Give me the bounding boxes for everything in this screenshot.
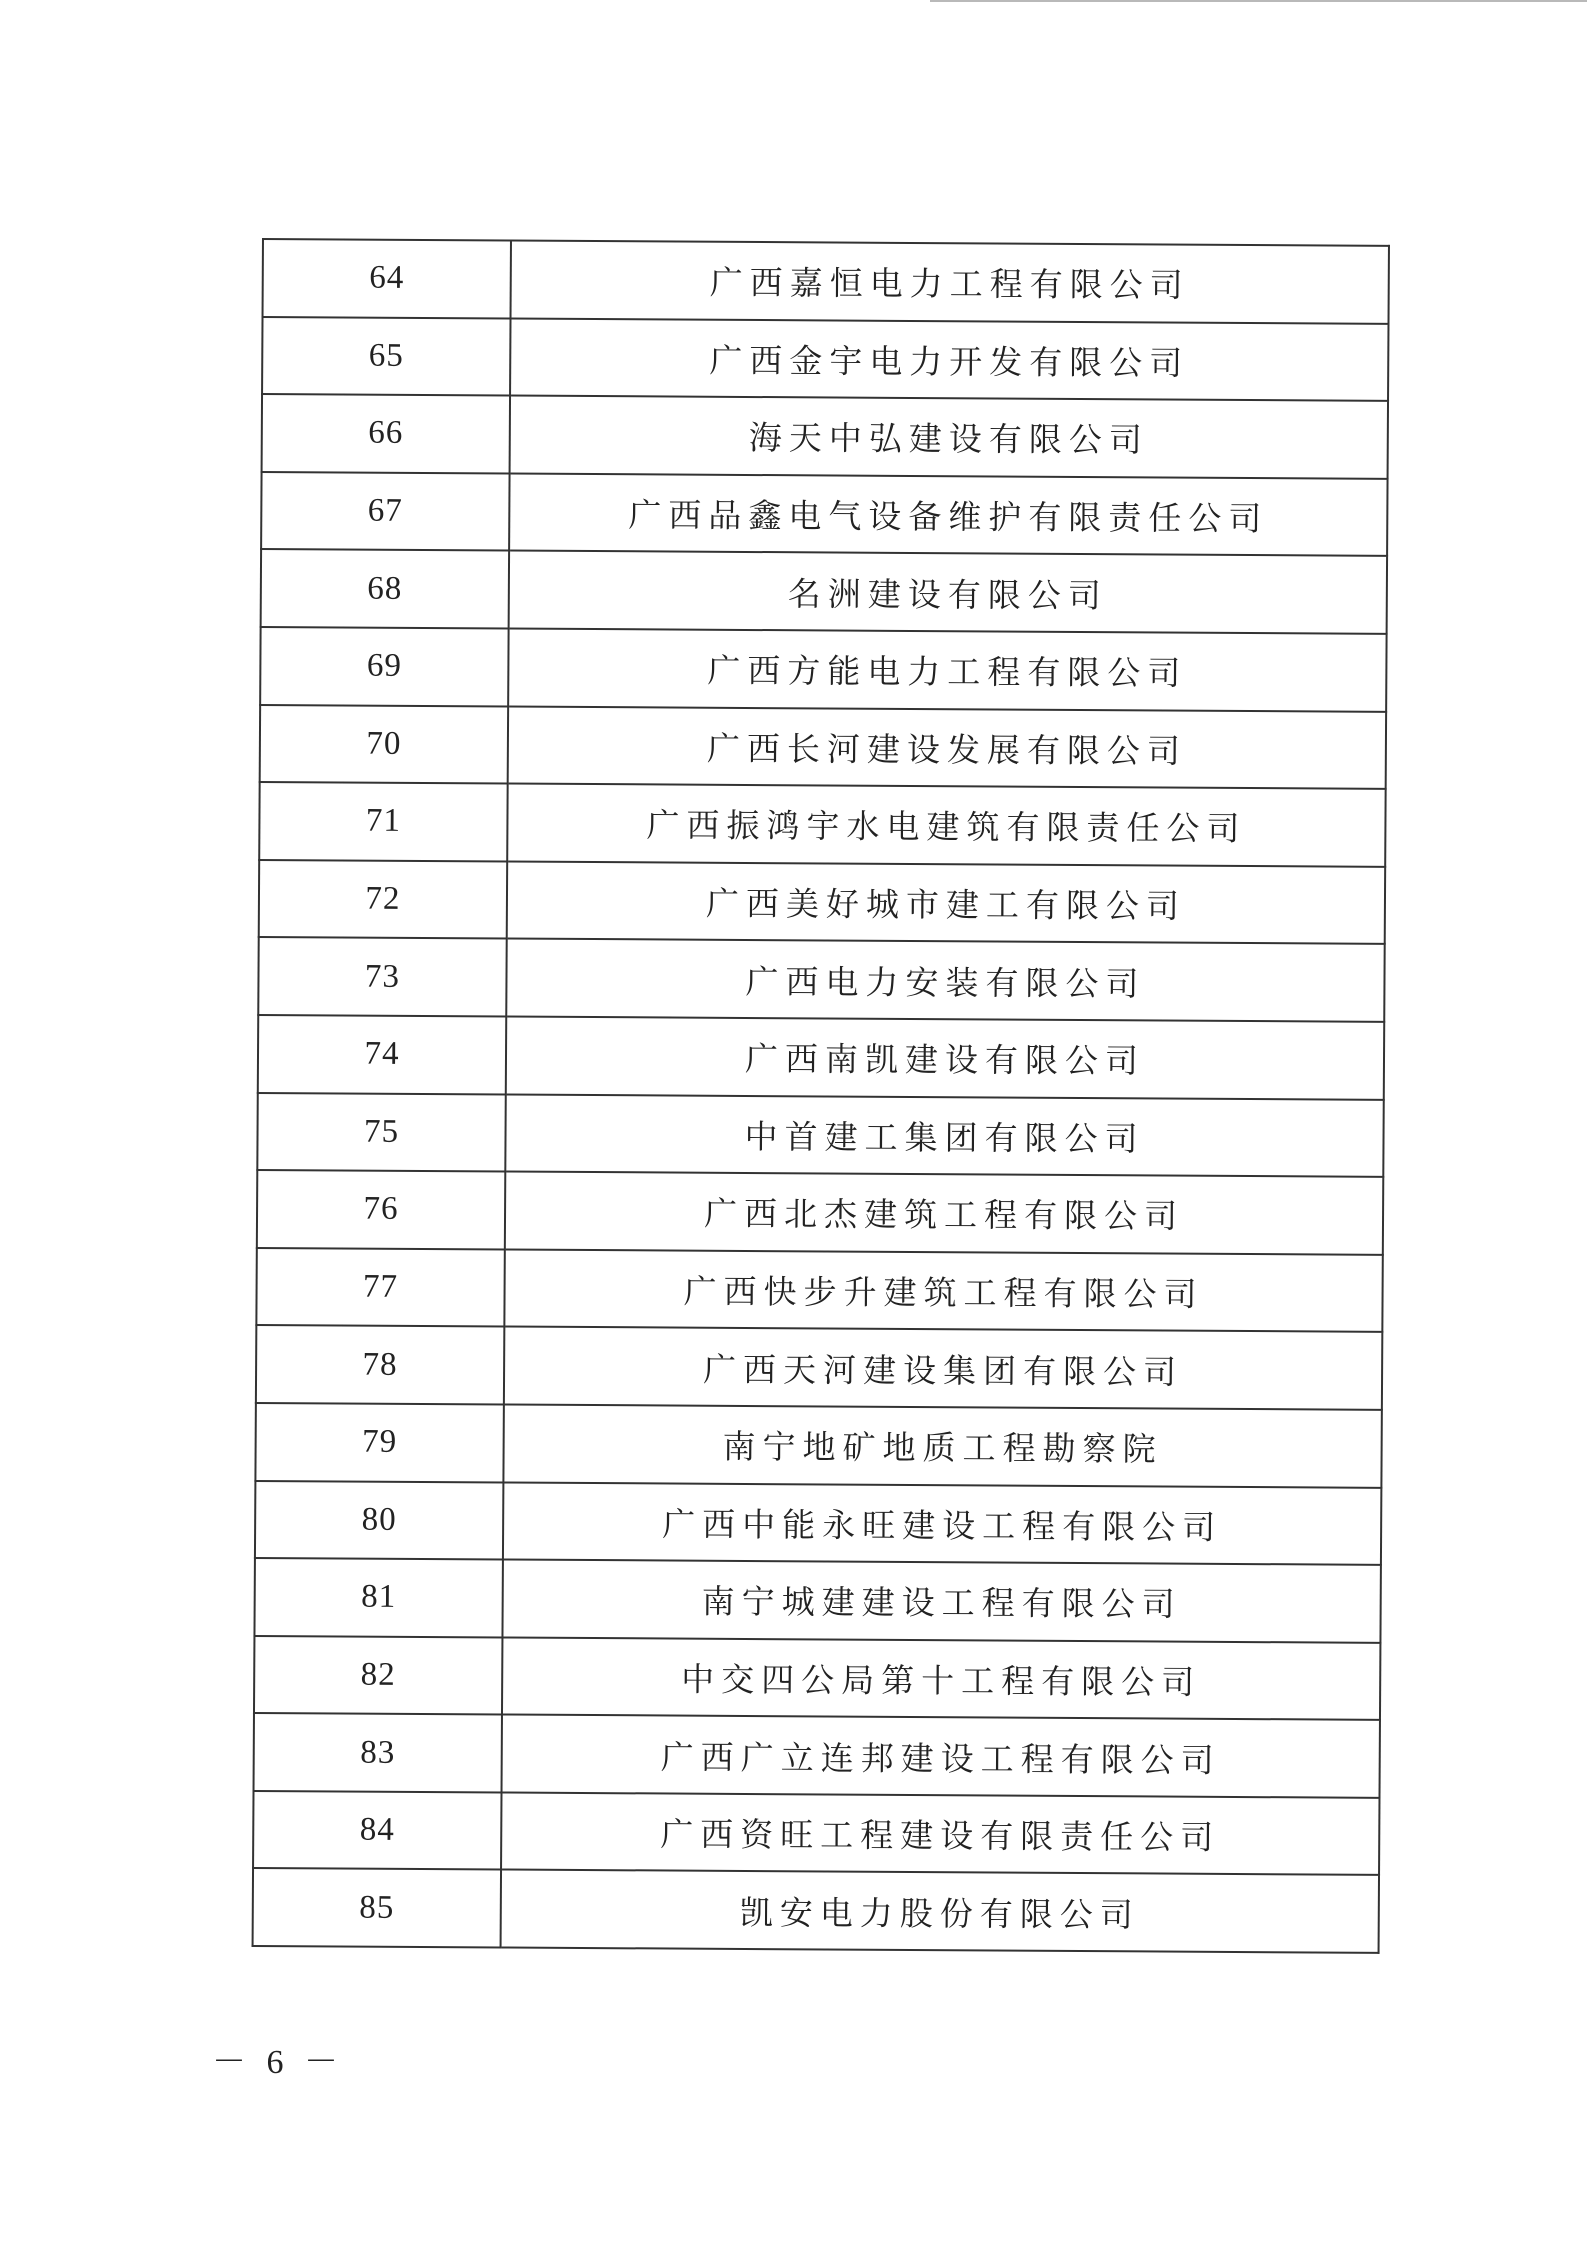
table-row	[259, 860, 1385, 944]
company-name: 广西南凯建设有限公司	[506, 1016, 1384, 1099]
company-name: 凯安电力股份有限公司	[501, 1870, 1379, 1953]
row-number: 76	[257, 1170, 505, 1249]
table-row	[258, 937, 1384, 1021]
company-name: 广西金宇电力开发有限公司	[510, 318, 1388, 401]
table-row	[253, 1868, 1379, 1952]
row-number: 64	[263, 239, 511, 318]
table-row	[261, 549, 1387, 633]
table-row	[254, 1636, 1380, 1720]
table-row	[256, 1248, 1382, 1332]
row-number: 75	[257, 1093, 505, 1172]
row-number: 73	[258, 937, 506, 1016]
company-name: 广西中能永旺建设工程有限公司	[503, 1482, 1381, 1565]
company-name: 中首建工集团有限公司	[505, 1094, 1383, 1177]
row-number: 68	[261, 549, 509, 628]
row-number: 83	[254, 1713, 502, 1792]
table-row	[263, 239, 1389, 323]
company-name: 广西资旺工程建设有限责任公司	[501, 1792, 1379, 1875]
row-number: 81	[254, 1558, 502, 1637]
table-row	[256, 1325, 1382, 1409]
table-row	[261, 472, 1387, 556]
table-row	[260, 705, 1386, 789]
company-name: 广西美好城市建工有限公司	[507, 861, 1385, 944]
company-list-table	[252, 238, 1390, 1954]
company-name: 广西北杰建筑工程有限公司	[505, 1172, 1383, 1255]
row-number: 70	[260, 705, 508, 784]
table-row	[257, 1170, 1383, 1254]
table-row	[258, 1015, 1384, 1099]
row-number: 66	[262, 394, 510, 473]
row-number: 74	[258, 1015, 506, 1094]
table-row	[262, 394, 1388, 478]
table-row	[259, 782, 1385, 866]
company-name: 广西电力安装有限公司	[506, 939, 1384, 1022]
row-number: 77	[256, 1248, 504, 1327]
table-row	[260, 627, 1386, 711]
company-name: 海天中弘建设有限公司	[510, 396, 1388, 479]
row-number: 78	[256, 1325, 504, 1404]
row-number: 72	[259, 860, 507, 939]
row-number: 79	[255, 1403, 503, 1482]
company-name: 广西振鸿宇水电建筑有限责任公司	[507, 784, 1385, 867]
table-row	[255, 1403, 1381, 1487]
company-name: 广西嘉恒电力工程有限公司	[511, 241, 1389, 324]
company-name: 南宁地矿地质工程勘察院	[503, 1404, 1381, 1487]
table-row	[257, 1093, 1383, 1177]
row-number: 82	[254, 1636, 502, 1715]
scan-edge-line	[930, 0, 1587, 2]
company-name: 广西快步升建筑工程有限公司	[504, 1249, 1382, 1332]
company-name: 广西方能电力工程有限公司	[508, 628, 1386, 711]
page-number: － 6 －	[212, 2044, 344, 2081]
company-name: 广西天河建设集团有限公司	[504, 1327, 1382, 1410]
row-number: 85	[253, 1868, 501, 1947]
table-row	[262, 317, 1388, 401]
table-row	[253, 1791, 1379, 1875]
company-name: 广西长河建设发展有限公司	[508, 706, 1386, 789]
company-name: 广西广立连邦建设工程有限公司	[502, 1715, 1380, 1798]
row-number: 65	[262, 317, 510, 396]
row-number: 69	[260, 627, 508, 706]
table-row	[255, 1480, 1381, 1564]
row-number: 84	[253, 1791, 501, 1870]
company-name: 广西品鑫电气设备维护有限责任公司	[509, 473, 1387, 556]
company-name: 中交四公局第十工程有限公司	[502, 1637, 1380, 1720]
row-number: 80	[255, 1480, 503, 1559]
company-name: 南宁城建建设工程有限公司	[502, 1560, 1380, 1643]
row-number: 71	[259, 782, 507, 861]
table-row	[254, 1713, 1380, 1797]
table-row	[254, 1558, 1380, 1642]
company-name: 名洲建设有限公司	[509, 551, 1387, 634]
row-number: 67	[261, 472, 509, 551]
